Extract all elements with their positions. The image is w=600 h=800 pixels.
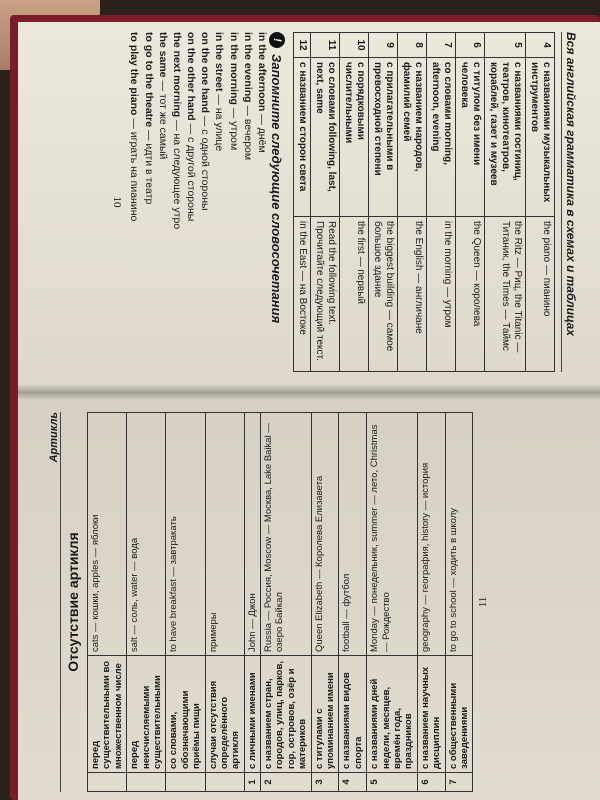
cell-example: примеры [205,413,244,656]
cell-rule: с названиями гостиниц, театров, кинотеатров, кораблей, газет и музеев [485,58,526,217]
phrase-ru: — с другой стороны [185,123,198,222]
no-article-table [87,412,473,792]
cell-rule: с титулом без имени человека [456,58,485,217]
left-running-head: Вся английская грамматика в схемах и таблицах [561,32,578,372]
table-row [485,33,526,372]
cell-rule: с названием научных дисциплин [417,656,445,773]
cell-num [88,773,127,792]
cell-example: to go to school — ходить в школу [445,413,473,656]
cell-num: 5 [367,773,418,792]
table-row [398,33,427,372]
table-row [526,33,555,372]
cell-example: in the morning — утром [427,217,456,372]
cell-example: John — Джон [244,413,260,656]
phrase-en: on the one hand [199,32,212,114]
cell-example: Russia — Россия, Moscow — Москва, Lake Baikal — озеро Байкал [261,413,312,656]
cell-rule: с названиями видов спорта [339,656,367,773]
table-row [417,413,445,792]
phrase-ru: — на улице [213,94,226,152]
cell-example: the English — англичане [398,217,427,372]
page-number-left: 10 [111,196,124,208]
cell-num: 10 [340,33,369,58]
phrase-en: in the afternoon [256,32,268,112]
phrase-ru: — идти в театр [142,130,155,205]
phrase-item [226,32,240,372]
cell-num: 6 [456,33,485,58]
cell-rule: с титулами с упоминанием имени [311,656,339,773]
cell-rule: со словами following, last, next, same [311,58,340,217]
table-row [261,413,312,792]
phrase-en: the same [156,32,169,78]
definite-article-table [293,32,555,372]
remember-title [269,32,285,372]
cell-num: 2 [261,773,312,792]
cell-num: 7 [427,33,456,58]
page-number-right: 11 [477,596,490,608]
table-row [367,413,418,792]
cell-num: 7 [445,773,473,792]
cell-example: to have breakfast — завтракать [166,413,205,656]
table-row [88,413,127,792]
cell-example: Monday — понедельник, summer — лето, Christmas — Рождество [367,413,418,656]
table-row [311,33,340,372]
phrase-en: on the other hand [185,32,198,121]
phrase-list [127,32,269,372]
table-row [205,413,244,792]
cell-rule: перед существительными во множественном числе [88,656,127,773]
cell-rule: перед неисчисляемыми существительными [127,656,166,773]
cell-rule: с личными именами [244,656,260,773]
cell-num: 4 [339,773,367,792]
phrase-item [212,32,226,372]
right-page-title: Отсутствие артикля [65,532,81,672]
cell-example: the first — первый [340,217,369,372]
phrase-item [184,32,198,372]
cell-num [166,773,205,792]
cell-example: salt — соль, water — вода [127,413,166,656]
cell-example: the Ritz — Риц, the Titanic — Титаник, the Times — Таймс [485,217,526,372]
phrase-en: to play the piano [128,32,141,116]
cell-rule: с порядковыми числительными [340,58,369,217]
phrase-ru: — играть на пианино [128,118,141,222]
cell-num: 5 [485,33,526,58]
cell-rule: случаи отсутствия определённого артикля [205,656,244,773]
phrase-item [141,32,155,372]
cell-rule: с названием стран, городов, улиц, парков, гор, островов, озёр и материков [261,656,312,773]
book-spread [18,22,600,800]
cell-rule: со словами, обозначающими приёмы пищи [166,656,205,773]
phrase-en: in the evening [241,32,254,103]
table-row [244,413,260,792]
phrase-en: to go to the theatre [142,32,155,128]
phrase-item [127,32,141,372]
right-running-head: Артикль [48,412,61,792]
cell-num: 1 [244,773,260,792]
phrase-ru: — днём [256,114,268,153]
cell-example: in the East — на Востоке [294,217,311,372]
cell-rule: с названиями музыкальных инструментов [526,58,555,217]
cell-rule: с названиями дней недели, месяцев, времён года, праздников [367,656,418,773]
cell-rule: с прилагательными в превосходной степени [369,58,398,217]
phrase-item [198,32,212,372]
phrase-en: the next morning [170,32,183,118]
phrase-ru: — вечером [241,105,254,161]
phrase-ru: — тот же самый [156,80,169,160]
table-row [294,33,311,372]
table-row [339,413,367,792]
cell-num: 9 [369,33,398,58]
cell-num: 6 [417,773,445,792]
phrase-ru: — с одной стороны [199,116,212,211]
phrase-item [255,32,269,372]
table-row [427,33,456,372]
phrase-en: in the morning [227,32,240,105]
table-row [445,413,473,792]
table-row [456,33,485,372]
cell-rule: с названием сторон света [294,58,311,217]
exclamation-icon: ! [269,32,285,48]
cell-num [205,773,244,792]
cell-example: Read the following text. Прочитайте следующий текст. [311,217,340,372]
table-row [340,33,369,372]
phrase-item [241,32,255,372]
cell-rule: с общественными заведениями [445,656,473,773]
cell-num: 3 [311,773,339,792]
cell-example: the biggest building — самое большое здание [369,217,398,372]
cell-example: Queen Elizabeth — Королева Елизавета [311,413,339,656]
cell-num: 8 [398,33,427,58]
cell-example: the Queen — королева [456,217,485,372]
table-row [127,413,166,792]
cell-num: 12 [294,33,311,58]
cell-rule: с названием народов, фамилий семей [398,58,427,217]
phrase-ru: — утром [227,107,240,151]
cell-example: geography — география, history — история [417,413,445,656]
table-row [369,33,398,372]
phrase-item [170,32,184,372]
left-page-content [38,32,578,372]
table-row [166,413,205,792]
remember-section [127,32,285,372]
remember-title-text: Запомните следующие словосочетания [269,54,285,324]
book-gutter [18,384,600,400]
cell-example: the piano — пианино [526,217,555,372]
phrase-ru: — на следующее утро [170,120,183,230]
phrase-en: in the street [213,32,226,92]
phrase-item [156,32,170,372]
cell-num [127,773,166,792]
cell-num: 4 [526,33,555,58]
right-page-content [48,412,568,792]
cell-num: 11 [311,33,340,58]
cell-rule: со словами morning, afternoon, evening [427,58,456,217]
cell-example: cats — кошки, apples — яблоки [88,413,127,656]
cell-example: football — футбол [339,413,367,656]
table-row [311,413,339,792]
